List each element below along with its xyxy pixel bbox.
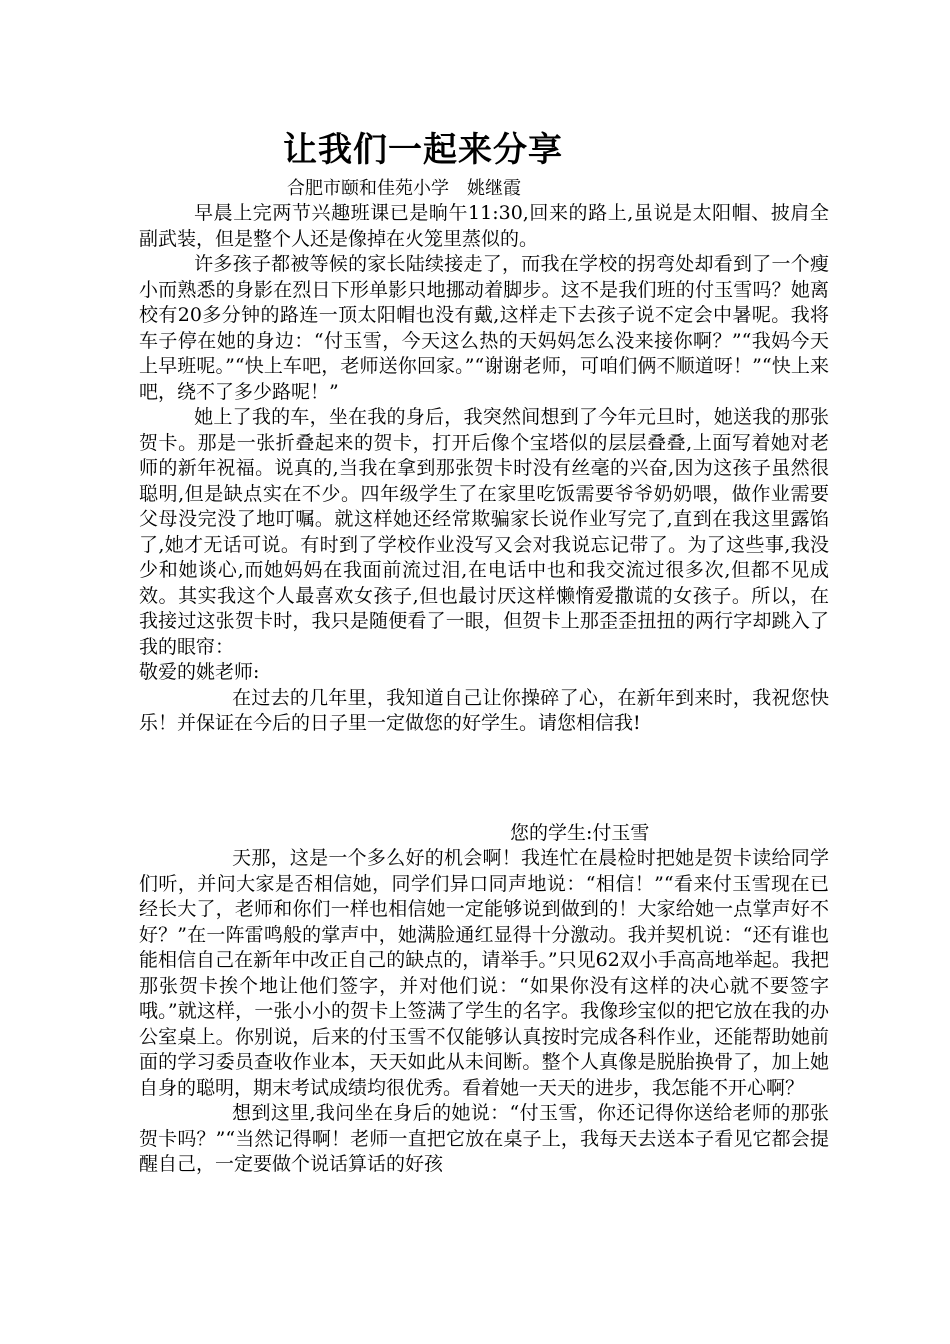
- article-title: 让我们一起来分享: [283, 130, 563, 170]
- author-line: 合肥市颐和佳苑小学 姚继霞: [287, 178, 521, 199]
- letter-signoff: 您的学生:付玉雪: [510, 822, 650, 844]
- letter-body: 在过去的几年里，我知道自己让你操碎了心，在新年到来时，我祝您快乐！并保证在今后的日子里一定做您的好学生。请您相信我!: [139, 686, 829, 734]
- paragraph: 早晨上完两节兴趣班课已是晌午11:30,回来的路上,虽说是太阳帽、披肩全副武装，但是整个人还是像掉在火笼里蒸似的。: [139, 202, 829, 250]
- paragraph: 她上了我的车，坐在我的身后，我突然间想到了今年元旦时，她送我的那张贺卡。那是一张折叠起来的贺卡，打开后像个宝塔似的层层叠叠,上面写着她对老师的新年祝福。说真的,当我在拿到那张贺卡时没有丝毫的兴奋,因为这孩子虽然很聪明,但是缺点实在不少。四年级学生了在家里吃饭需要爷爷奶奶喂，做作业需要父母没完没了地叮嘱。就这样她还经常欺骗家长说作业写完了,直到在我这里露馅了,她才无话可说。有时到了学校作业没写又会对我说忘记带了。为了这些事,我没少和她谈心,而她妈妈在我面前流过泪,在电话中也和我交流过很多次,但都不见成效。其实我这个人最喜欢女孩子,但也最讨厌这样懒惰爱撒谎的女孩子。所以，在我接过这张贺卡时，我只是随便看了一眼，但贺卡上那歪歪扭扭的两行字却跳入了我的眼帘：: [139, 406, 829, 658]
- letter-salutation: 敬爱的姚老师:: [139, 661, 260, 683]
- paragraph: 许多孩子都被等候的家长陆续接走了，而我在学校的拐弯处却看到了一个瘦小而熟悉的身影在烈日下形单影只地挪动着脚步。这不是我们班的付玉雪吗？她离校有20多分钟的路连一顶太阳帽也没有戴,这样走下去孩子说不定会中暑呢。我将车子停在她的身边：“付玉雪，今天这么热的天妈妈怎么没来接你啊？”“我妈今天上早班呢。”“快上车吧，老师送你回家。”“谢谢老师，可咱们俩不顺道呀！”“快上来吧，绕不了多少路呢！”: [139, 253, 829, 403]
- article-body-part-1: [139, 201, 829, 737]
- paragraph: 想到这里,我问坐在身后的她说：“付玉雪，你还记得你送给老师的那张贺卡吗？”“当然记得啊！老师一直把它放在桌子上，我每天去送本子看见它都会提醒自己，一定要做个说话算话的好孩: [139, 1102, 829, 1175]
- paragraph: 天那，这是一个多么好的机会啊！我连忙在晨检时把她是贺卡读给同学们听，并问大家是否相信她，同学们异口同声地说：“相信！”“看来付玉雪现在已经长大了，老师和你们一样也相信她一定能够说到做到的！大家给她一点掌声好不好？”在一阵雷鸣般的掌声中，她满脸通红显得十分激动。我并契机说：“还有谁也能相信自己在新年中改正自己的缺点的，请举手。”只见62双小手高高地举起。我把那张贺卡挨个地让他们签字，并对他们说：“如果你没有这样的决心就不要签字哦。”就这样，一张小小的贺卡上签满了学生的名字。我像珍宝似的把它放在我的办公室桌上。你别说，后来的付玉雪不仅能够认真按时完成各科作业，还能帮助她前面的学习委员查收作业本，天天如此从未间断。整个人真像是脱胎换骨了，加上她自身的聪明，期末考试成绩均很优秀。看着她一天天的进步，我怎能不开心啊？: [139, 847, 829, 1099]
- article-body-part-2: [139, 846, 829, 1178]
